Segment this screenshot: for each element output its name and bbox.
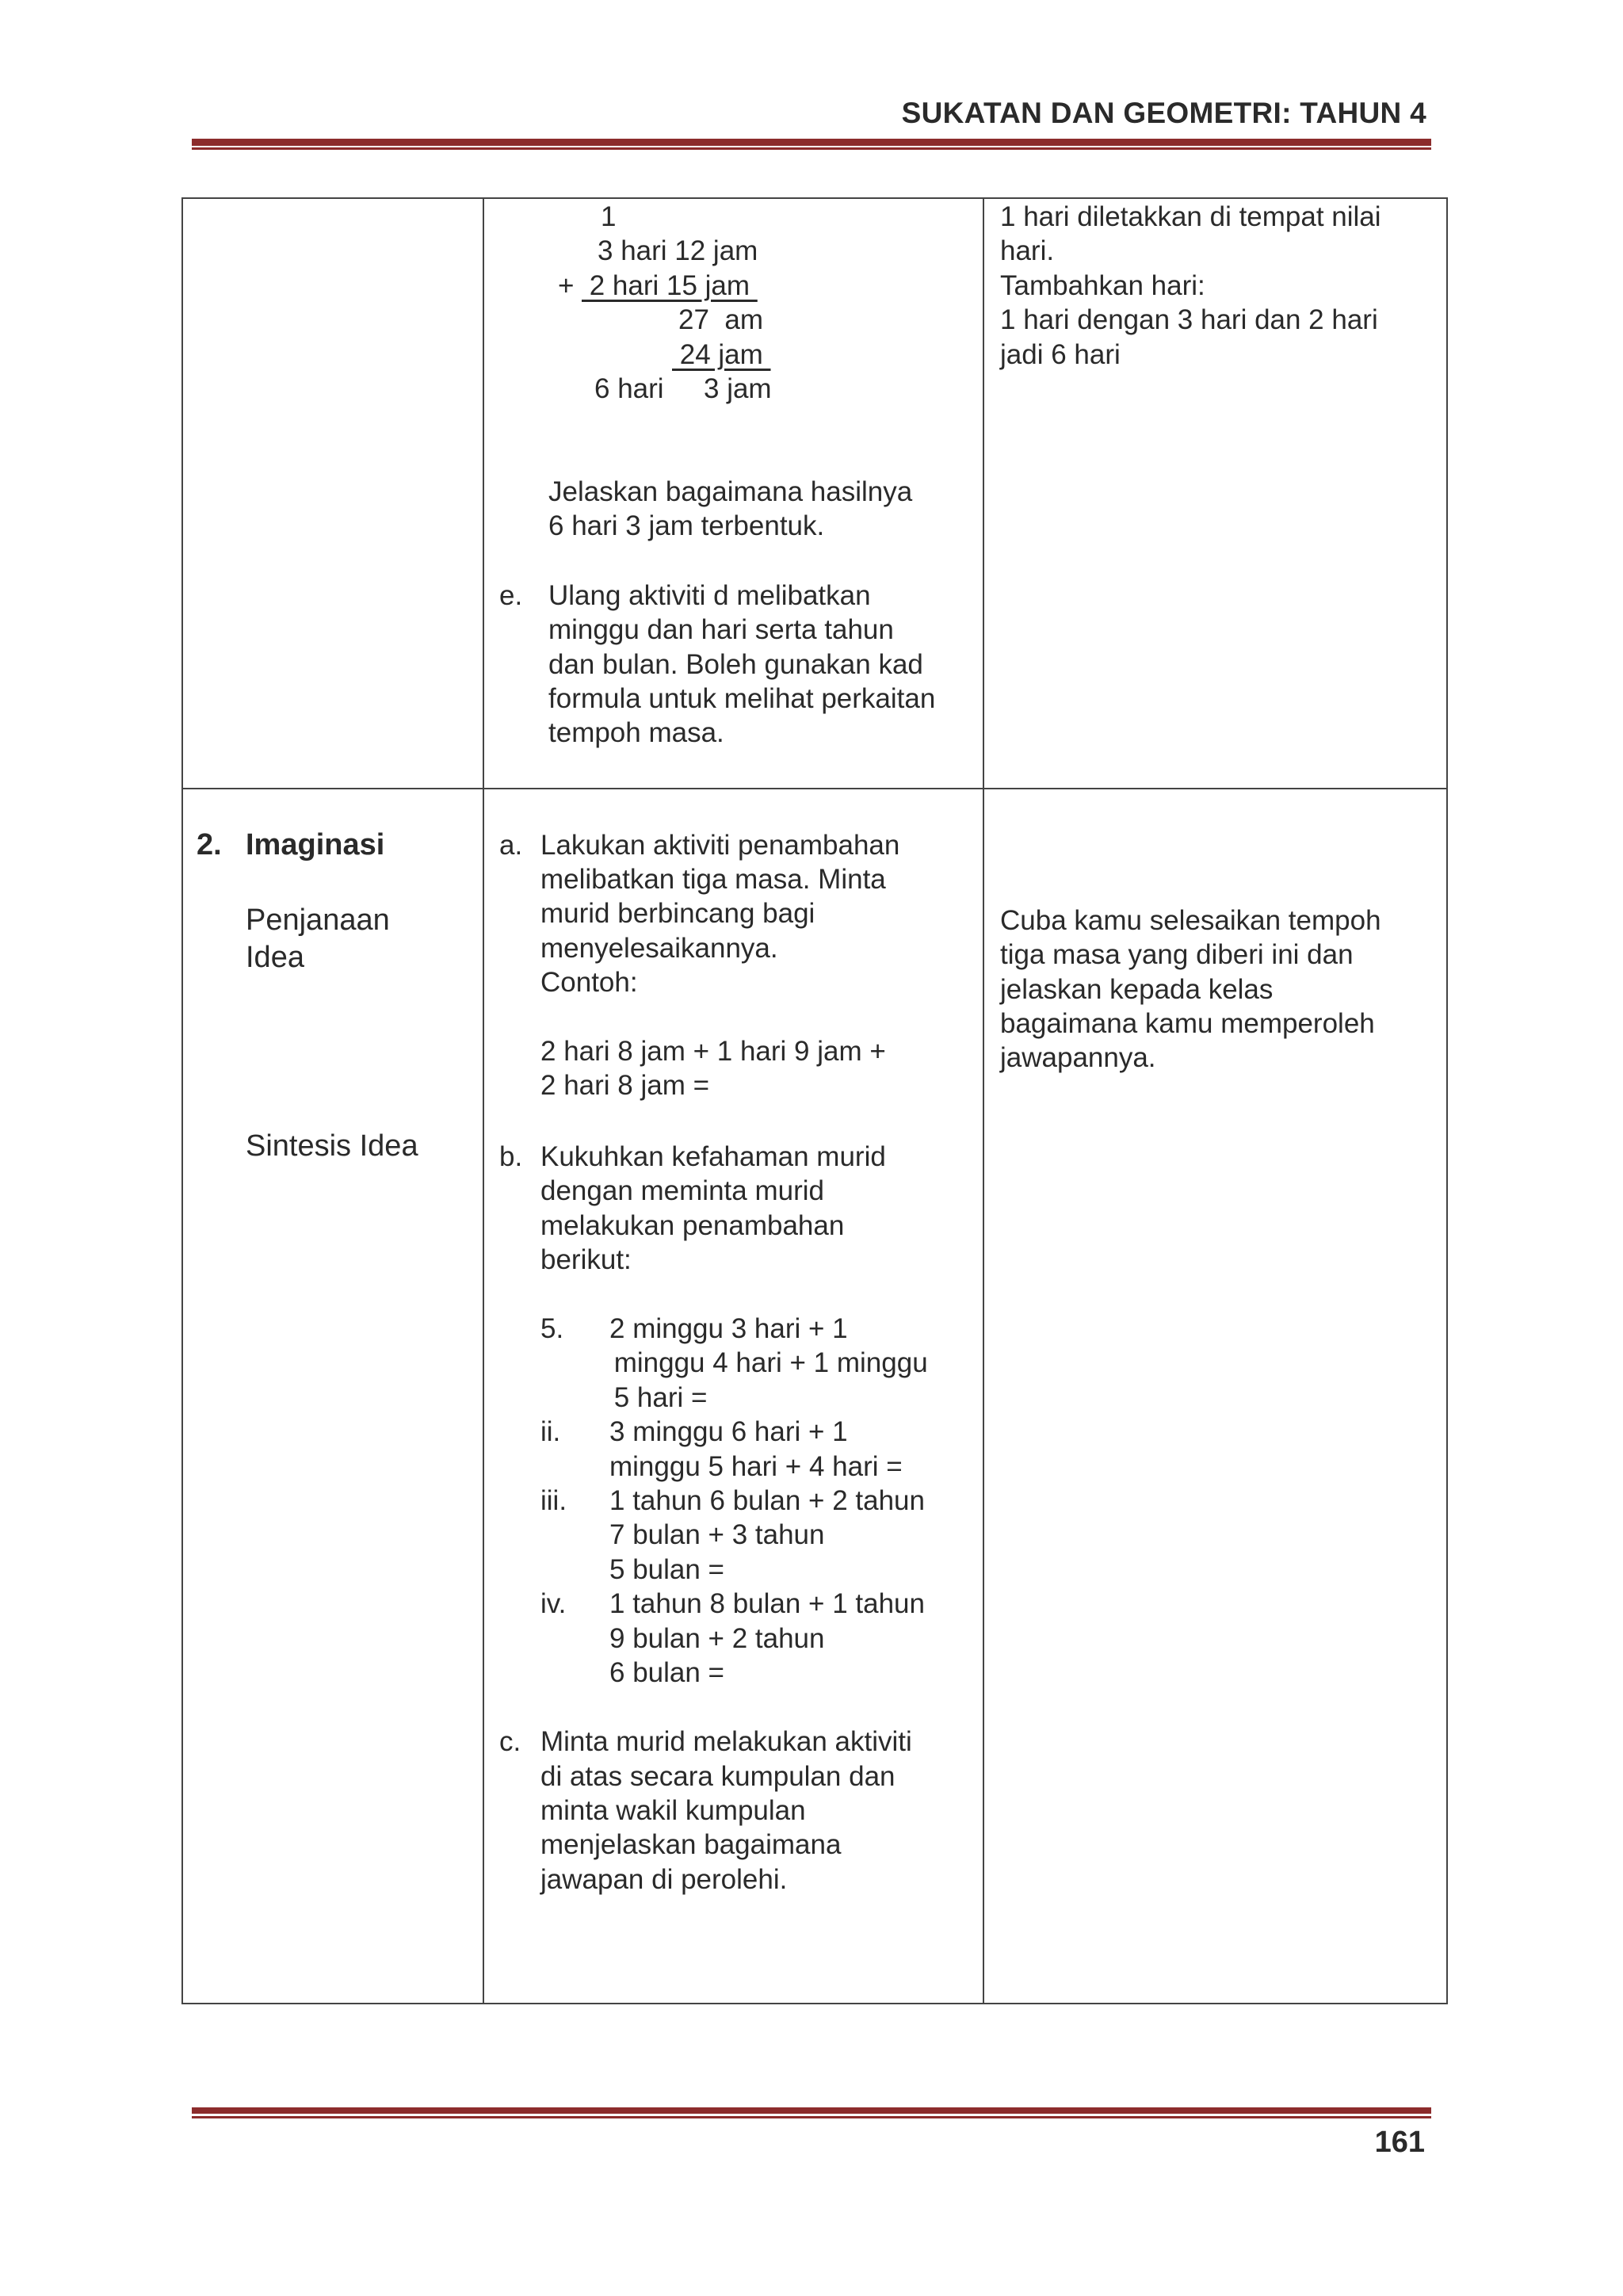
- sub-item-line: 3 minggu 6 hari + 1: [609, 1416, 848, 1447]
- item-e-line: dan bulan. Boleh gunakan kad: [548, 649, 923, 680]
- item-a-line: Contoh:: [540, 967, 638, 998]
- calc-line4: 24 jam: [672, 339, 771, 370]
- sub-item-marker: iii.: [540, 1485, 567, 1516]
- item-b-line: Kukuhkan kefahaman murid: [540, 1141, 886, 1172]
- item-a-line: menyelesaikannya.: [540, 933, 778, 964]
- item-c-line: menjelaskan bagaimana: [540, 1829, 842, 1860]
- sub-item-line: 9 bulan + 2 tahun: [609, 1623, 825, 1654]
- header-rule-thick: [192, 139, 1431, 146]
- calc-plus-sign: +: [558, 270, 575, 301]
- note-line: jadi 6 hari: [1000, 339, 1121, 370]
- item-e-line: tempoh masa.: [548, 717, 724, 748]
- footer-rule-thick: [192, 2107, 1431, 2114]
- item-a-example: 2 hari 8 jam =: [540, 1070, 710, 1101]
- footer-rule-thin: [192, 2116, 1431, 2118]
- item-b-line: dengan meminta murid: [540, 1175, 824, 1206]
- column-divider-1: [483, 197, 484, 2004]
- item-c-line: di atas secara kumpulan dan: [540, 1761, 896, 1792]
- note-line: Tambahkan hari:: [1000, 270, 1205, 301]
- item-a-line: murid berbincang bagi: [540, 898, 815, 929]
- row-divider: [181, 788, 1448, 789]
- calc-line3: 27 am: [678, 304, 763, 335]
- step-sub2: Sintesis Idea: [246, 1129, 418, 1163]
- column-divider-2: [983, 197, 984, 2004]
- step-title: Imaginasi: [246, 828, 385, 861]
- item-c-line: jawapan di perolehi.: [540, 1864, 788, 1895]
- calc-result-days: 6 hari: [594, 373, 664, 404]
- note-line: 1 hari diletakkan di tempat nilai: [1000, 201, 1381, 232]
- note-line: jawapannya.: [1000, 1042, 1156, 1073]
- note-line: Cuba kamu selesaikan tempoh: [1000, 905, 1381, 936]
- calc-line2: 2 hari 15 jam: [582, 270, 758, 301]
- item-b-marker: b.: [499, 1141, 523, 1172]
- item-c-marker: c.: [499, 1726, 521, 1757]
- item-e-line: minggu dan hari serta tahun: [548, 614, 894, 645]
- sub-item-line: 1 tahun 6 bulan + 2 tahun: [609, 1485, 925, 1516]
- item-b-line: melakukan penambahan: [540, 1210, 845, 1241]
- note-line: jelaskan kepada kelas: [1000, 974, 1274, 1005]
- item-c-line: minta wakil kumpulan: [540, 1795, 806, 1826]
- sub-item-line: 5 hari =: [606, 1382, 708, 1413]
- note-line: hari.: [1000, 235, 1055, 266]
- item-a-marker: a.: [499, 830, 523, 861]
- item-e-marker: e.: [499, 580, 523, 611]
- explain-line: Jelaskan bagaimana hasilnya: [548, 476, 913, 507]
- item-e-line: Ulang aktiviti d melibatkan: [548, 580, 871, 611]
- sub-item-line: 5 bulan =: [609, 1554, 724, 1585]
- item-a-line: melibatkan tiga masa. Minta: [540, 864, 886, 895]
- note-line: 1 hari dengan 3 hari dan 2 hari: [1000, 304, 1378, 335]
- item-c-line: Minta murid melakukan aktiviti: [540, 1726, 912, 1757]
- item-a-example: 2 hari 8 jam + 1 hari 9 jam +: [540, 1036, 886, 1067]
- page-header-title: SUKATAN DAN GEOMETRI: TAHUN 4: [901, 97, 1426, 129]
- note-line: tiga masa yang diberi ini dan: [1000, 939, 1354, 970]
- calc-result-hours: 3 jam: [704, 373, 772, 404]
- header-rule-thin: [192, 147, 1431, 150]
- step-sub1-line2: Idea: [246, 941, 304, 974]
- item-b-line: berikut:: [540, 1244, 632, 1275]
- note-line: bagaimana kamu memperoleh: [1000, 1008, 1375, 1039]
- step-sub1-line1: Penjanaan: [246, 904, 390, 937]
- sub-item-marker: ii.: [540, 1416, 561, 1447]
- item-a-line: Lakukan aktiviti penambahan: [540, 830, 900, 861]
- sub-item-line: 2 minggu 3 hari + 1: [609, 1313, 848, 1344]
- page-number: 161: [1374, 2126, 1425, 2159]
- sub-item-line: minggu 4 hari + 1 minggu: [606, 1347, 928, 1378]
- calc-line1: 3 hari 12 jam: [598, 235, 758, 266]
- calc-carry: 1: [601, 201, 617, 232]
- explain-line: 6 hari 3 jam terbentuk.: [548, 510, 825, 541]
- sub-item-line: 1 tahun 8 bulan + 1 tahun: [609, 1588, 925, 1619]
- sub-item-marker: 5.: [540, 1313, 564, 1344]
- sub-item-line: 6 bulan =: [609, 1657, 724, 1688]
- sub-item-line: 7 bulan + 3 tahun: [609, 1519, 825, 1550]
- sub-item-marker: iv.: [540, 1588, 567, 1619]
- step-number: 2.: [197, 828, 222, 861]
- sub-item-line: minggu 5 hari + 4 hari =: [609, 1451, 903, 1482]
- item-e-line: formula untuk melihat perkaitan: [548, 683, 936, 714]
